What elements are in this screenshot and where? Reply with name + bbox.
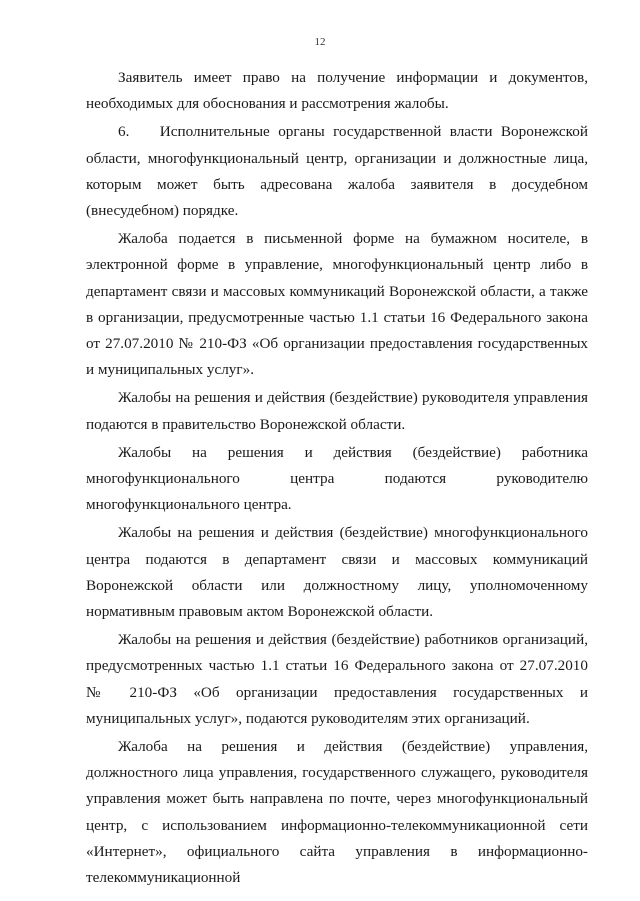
page-number: 12 [314, 36, 326, 48]
paragraph-8: Жалоба на решения и действия (бездействие) управления, должностного лица управления, государственного служащего, руководителя управления может быть направлена по почте, через многофункциональный центр, с использованием информационно-телекоммуникационной сети «Интернет», официального сайта управления в информационно-телекоммуникационной [86, 738, 588, 887]
paragraph-3: Жалоба подается в письменной форме на бумажном носителе, в электронной форме в управление, многофункциональный центр либо в департамент связи и массовых коммуникаций Воронежской области, а также в организации, предусмотренные частью 1.1 статьи 16 Федерального закона от 27.07.2010 № 210-ФЗ «Об организации предоставления государственных и муниципальных услуг». [86, 230, 588, 379]
document-body [86, 65, 588, 891]
paragraph-6: Жалобы на решения и действия (бездействие) многофункционального центра подаются в департамент связи и массовых коммуникаций Воронежской области или должностному лицу, уполномоченному нормативным правовым актом Воронежской области. [86, 524, 588, 621]
paragraph-4: Жалобы на решения и действия (бездействие) руководителя управления подаются в правительство Воронежской области. [86, 389, 588, 433]
paragraph-1: Заявитель имеет право на получение информации и документов, необходимых для обоснования и рассмотрения жалобы. [86, 69, 588, 113]
paragraph-2: 6. Исполнительные органы государственной власти Воронежской области, многофункциональный центр, организации и должностные лица, которым может быть адресована жалоба заявителя в досудебном (внесудебном) порядке. [86, 123, 588, 220]
paragraph-5: Жалобы на решения и действия (бездействие) работника многофункционального центра подаются руководителю многофункционального центра. [86, 443, 588, 514]
paragraph-7: Жалобы на решения и действия (бездействие) работников организаций, предусмотренных частью 1.1 статьи 16 Федерального закона от 27.07.2010 № 210-ФЗ «Об организации предоставления государственных и муниципальных услуг», подаются руководителям этих организаций. [86, 631, 588, 727]
